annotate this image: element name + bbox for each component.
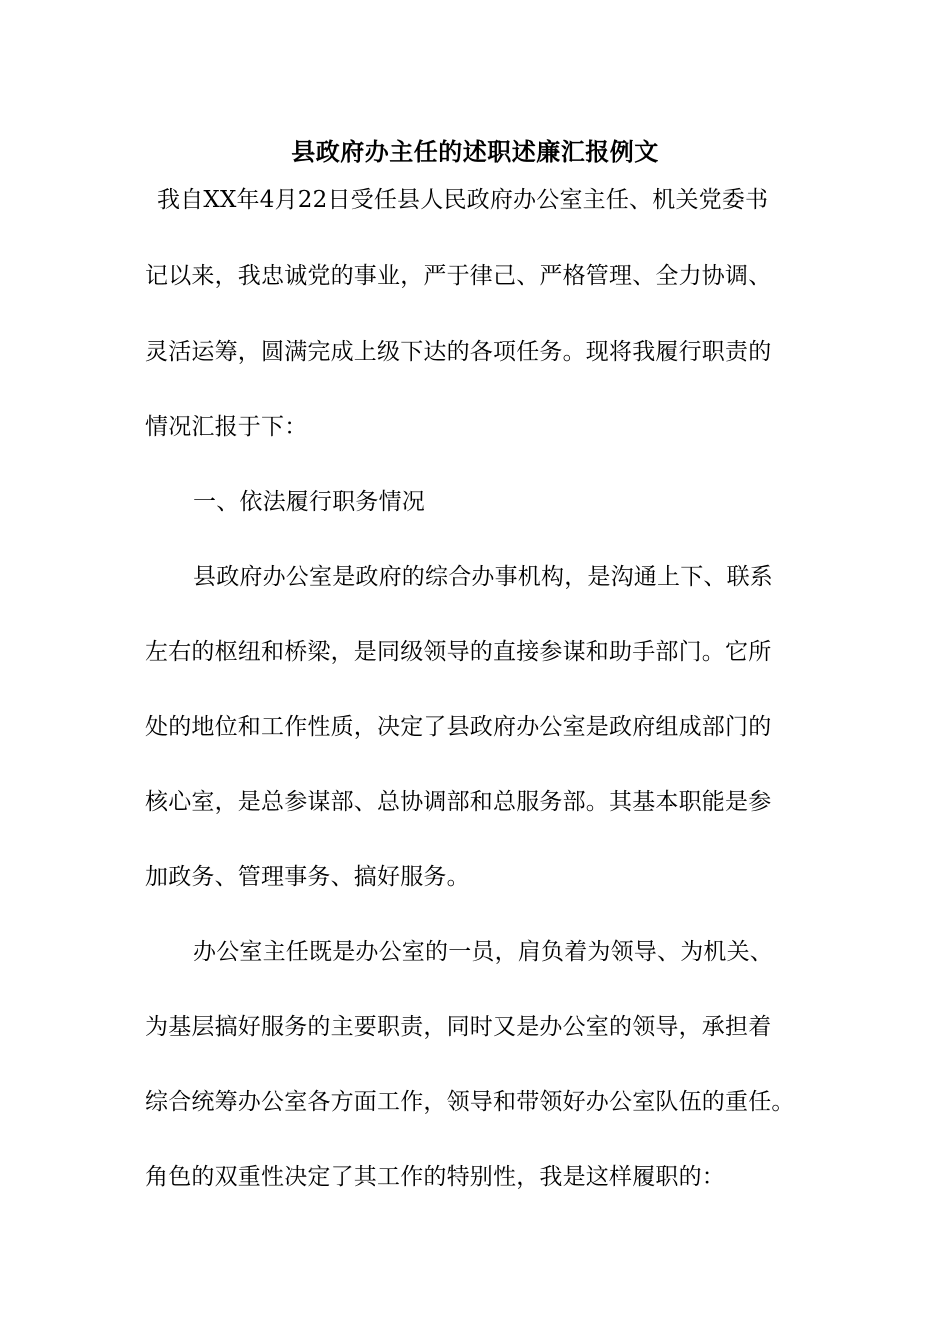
paragraph-line: 办公室主任既是办公室的一员，肩负着为领导、为机关、	[193, 939, 773, 965]
paragraph-line: 加政务、管理事务、搞好服务。	[145, 864, 470, 890]
paragraph-line: 处的地位和工作性质，决定了县政府办公室是政府组成部门的	[145, 714, 772, 740]
paragraph-line: 为基层搞好服务的主要职责，同时又是办公室的领导，承担着	[145, 1014, 772, 1040]
section-heading: 一、依法履行职务情况	[193, 489, 425, 515]
paragraph-line: 情况汇报于下：	[145, 414, 308, 440]
paragraph-line: 综合统筹办公室各方面工作，领导和带领好办公室队伍的重任。	[145, 1089, 795, 1115]
document-title: 县政府办主任的述职述廉汇报例文	[291, 137, 659, 166]
paragraph-line: 县政府办公室是政府的综合办事机构，是沟通上下、联系	[193, 564, 773, 590]
paragraph-line: 核心室，是总参谋部、总协调部和总服务部。其基本职能是参	[145, 789, 772, 815]
paragraph-line: 左右的枢纽和桥梁，是同级领导的直接参谋和助手部门。它所	[145, 639, 772, 665]
paragraph-line: 记以来，我忠诚党的事业，严于律己、严格管理、全力协调、	[145, 263, 772, 289]
paragraph-line: 角色的双重性决定了其工作的特别性，我是这样履职的：	[145, 1164, 725, 1190]
paragraph-line: 我自XX年4月22日受任县人民政府办公室主任、机关党委书	[157, 187, 769, 213]
paragraph-line: 灵活运筹，圆满完成上级下达的各项任务。现将我履行职责的	[145, 339, 772, 365]
